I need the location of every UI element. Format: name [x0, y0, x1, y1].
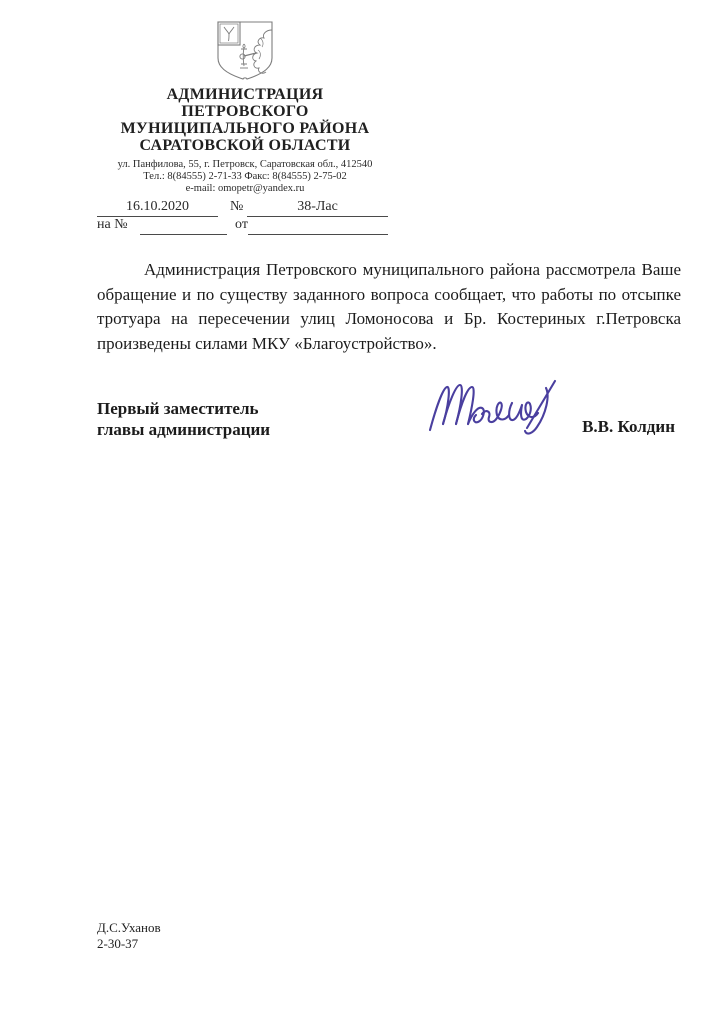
reply-to-number-blank [140, 217, 227, 235]
executor-block [97, 920, 161, 952]
org-name-line-4: САРАТОВСКОЙ ОБЛАСТИ [139, 137, 351, 154]
contact-block [97, 159, 393, 195]
handwritten-signature [424, 374, 572, 448]
reference-block [97, 199, 389, 239]
signer-position-line-2: главы администрации [97, 420, 271, 439]
from-label: от [235, 217, 248, 232]
org-name-line-3: МУНИЦИПАЛЬНОГО РАЙОНА [120, 120, 370, 137]
outgoing-reference-row [97, 199, 389, 217]
reply-to-date-blank [248, 217, 388, 235]
signer-position-line-1: Первый заместитель [97, 399, 259, 418]
org-name-line-2: ПЕТРОВСКОГО [181, 103, 309, 120]
phone-fax-line: Тел.: 8(84555) 2-71-33 Факс: 8(84555) 2-75-02 [143, 171, 347, 182]
signer-name: В.В. Колдин [582, 417, 675, 436]
letter-body-paragraph: Администрация Петровского муниципального района рассмотрела Ваше обращение и по существу заданного вопроса сообщает, что работы по отсыпке тротуара на пересечении улиц Ломоносова и Бр. Костериных г.Петровска произведены силами МКУ «Благоустройство». [97, 260, 681, 353]
coat-of-arms-icon [97, 20, 393, 84]
letter-number: 38-Лас [247, 199, 388, 217]
postal-address: ул. Панфилова, 55, г. Петровск, Саратовская обл., 412540 [117, 159, 373, 170]
executor-name: Д.С.Уханов [97, 920, 161, 935]
number-sign: № [230, 199, 244, 214]
executor-phone: 2-30-37 [97, 936, 139, 951]
reply-to-label: на № [97, 217, 128, 232]
org-name-line-1: АДМИНИСТРАЦИЯ [166, 86, 324, 103]
signer-position [97, 398, 270, 440]
letter-date: 16.10.2020 [97, 199, 218, 217]
letterhead [97, 20, 393, 195]
incoming-reference-row [97, 217, 389, 235]
email-line: e-mail: omopetr@yandex.ru [185, 183, 305, 194]
